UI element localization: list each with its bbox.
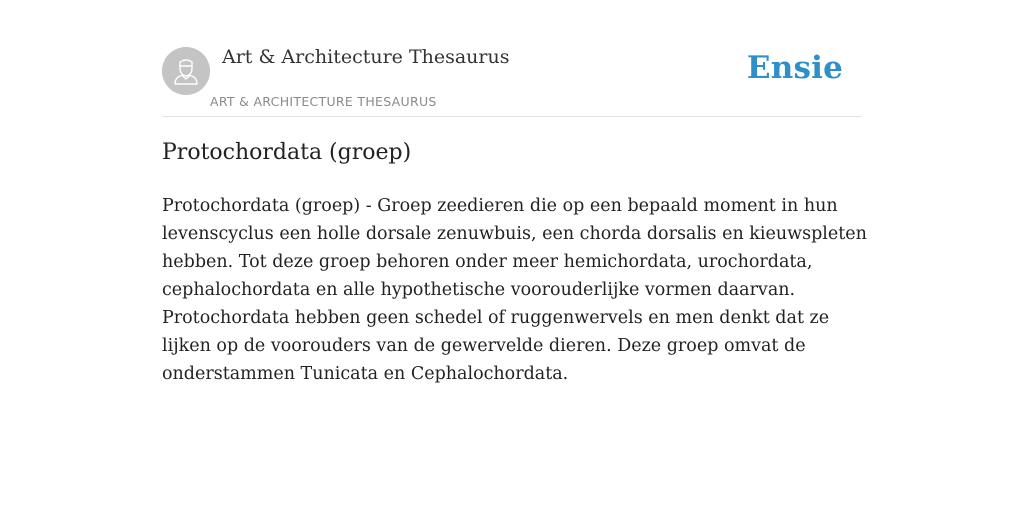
brand-logo[interactable]: Ensie [746, 50, 843, 86]
article-body: Protochordata (groep) - Groep zeedieren die op een bepaald moment in hun levenscyclus een holle dorsale zenuwbuis, een chorda dorsalis en kieuwspleten hebben. Tot deze groep behoren onder meer hemichordata, urochordata, cephalochordata en alle hypothetische voorouderlijke vormen daarvan. Protochordata hebben geen schedel of ruggenwervels en men denkt dat ze lijken op de voorouders van de gewervelde dieren. Deze groep omvat de onderstammen Tunicata en Cephalochordata. [162, 196, 867, 384]
page-title: Protochordata (groep) [162, 140, 412, 165]
user-avatar-icon[interactable] [162, 47, 210, 95]
author-subtitle[interactable]: ART & ARCHITECTURE THESAURUS [210, 94, 437, 109]
author-name[interactable]: Art & Architecture Thesaurus [222, 46, 510, 68]
header [162, 40, 862, 117]
